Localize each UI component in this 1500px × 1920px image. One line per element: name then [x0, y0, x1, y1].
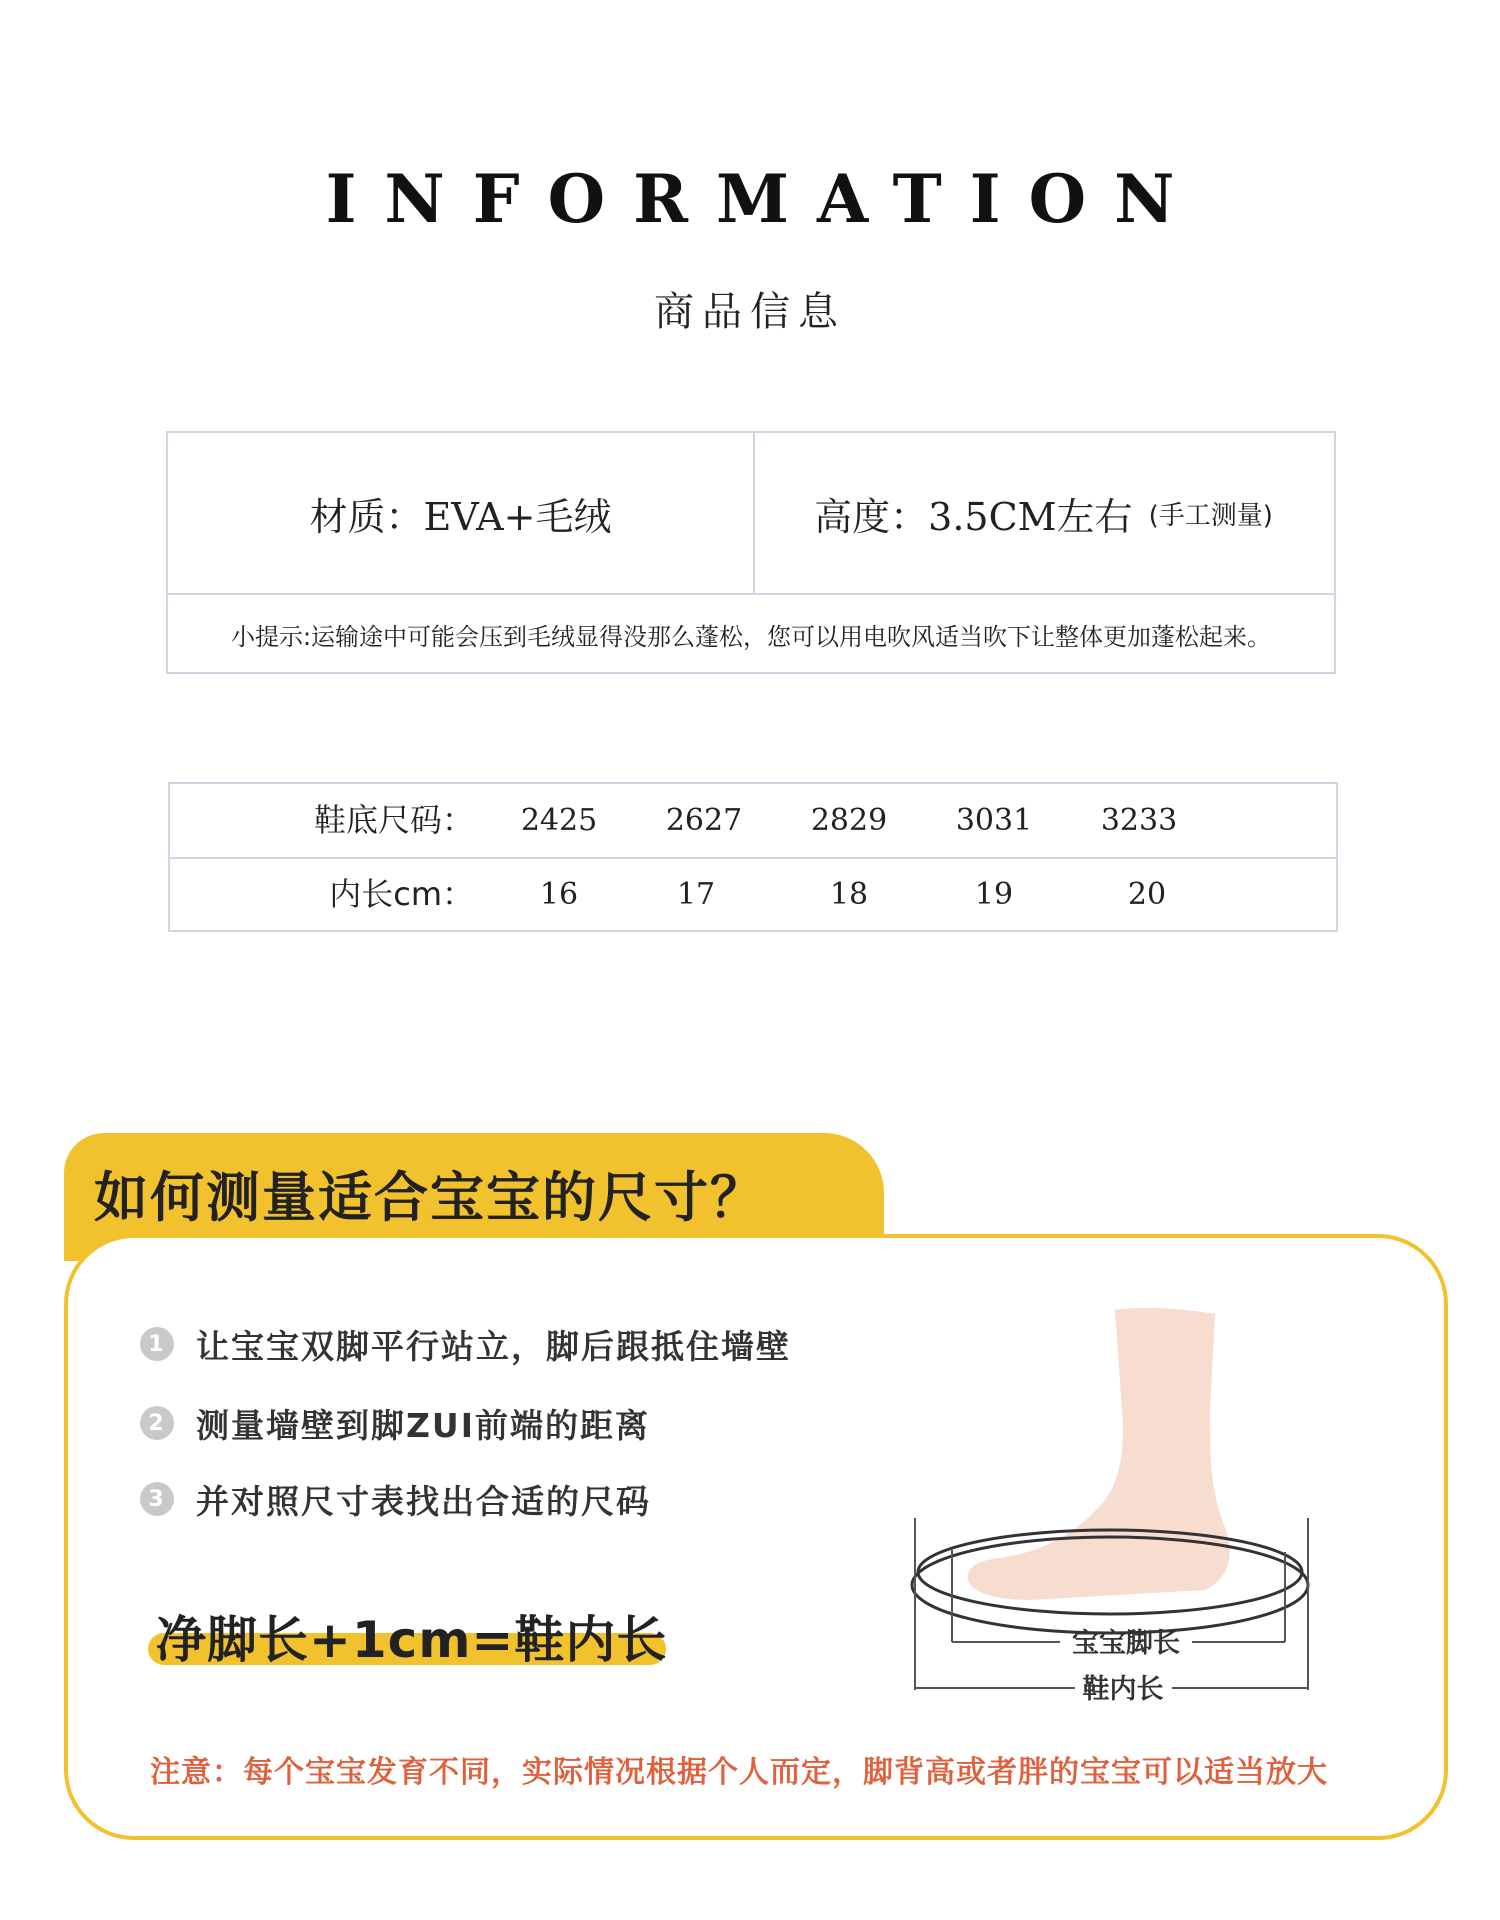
info-box	[166, 431, 1336, 674]
material-cell	[168, 433, 755, 593]
material-label: 材质：	[309, 494, 424, 539]
step-text: 测量墙壁到脚ZUI前端的距离	[196, 1405, 651, 1445]
length-row	[170, 858, 1336, 931]
size-cell: 3031	[955, 803, 1033, 838]
size-cell: 2425	[520, 803, 598, 838]
foot-measure-illustration	[910, 1290, 1330, 1730]
length-cell: 16	[539, 877, 579, 912]
material-value: EVA+毛绒	[423, 494, 612, 539]
size-cell: 2829	[810, 803, 888, 838]
foot-length-label: 宝宝脚长	[1072, 1628, 1180, 1659]
length-cell: 20	[1127, 877, 1167, 912]
page-title: INFORMATION	[325, 160, 1203, 238]
height-label: 高度：	[814, 494, 929, 539]
page-subtitle: 商品信息	[654, 289, 846, 335]
foot-shape	[968, 1308, 1230, 1600]
measure-title: 如何测量适合宝宝的尺寸？	[94, 1166, 766, 1229]
step-text: 让宝宝双脚平行站立，脚后跟抵住墙壁	[196, 1326, 791, 1366]
step-item	[140, 1324, 791, 1364]
length-cell: 19	[974, 877, 1014, 912]
step-text: 并对照尺寸表找出合适的尺码	[196, 1481, 651, 1521]
step-number-icon: 1	[140, 1327, 174, 1361]
length-cell: 18	[829, 877, 869, 912]
size-cell: 2627	[665, 803, 743, 838]
step-item	[140, 1479, 651, 1519]
tip-text: 小提示:运输途中可能会压到毛绒显得没那么蓬松，您可以用电吹风适当吹下让整体更加蓬松起来。	[168, 593, 1334, 674]
height-note: (手工测量)	[1148, 500, 1273, 531]
size-cell: 3233	[1100, 803, 1178, 838]
step-item	[140, 1403, 650, 1443]
size-table	[168, 782, 1338, 932]
height-cell	[753, 433, 1334, 593]
step-number-icon: 3	[140, 1482, 174, 1516]
notice-text: 注意：每个宝宝发育不同，实际情况根据个人而定，脚背高或者胖的宝宝可以适当放大	[150, 1755, 1328, 1790]
height-value: 3.5CM左右	[928, 494, 1133, 539]
length-cell: 17	[676, 877, 716, 912]
size-row	[170, 784, 1336, 859]
length-row-label: 内长cm：	[329, 875, 474, 913]
step-number-icon: 2	[140, 1406, 174, 1440]
shoe-length-label: 鞋内长	[1082, 1674, 1164, 1705]
size-row-label: 鞋底尺码：	[313, 801, 474, 839]
formula-text: 净脚长+1cm=鞋内长	[156, 1611, 668, 1669]
